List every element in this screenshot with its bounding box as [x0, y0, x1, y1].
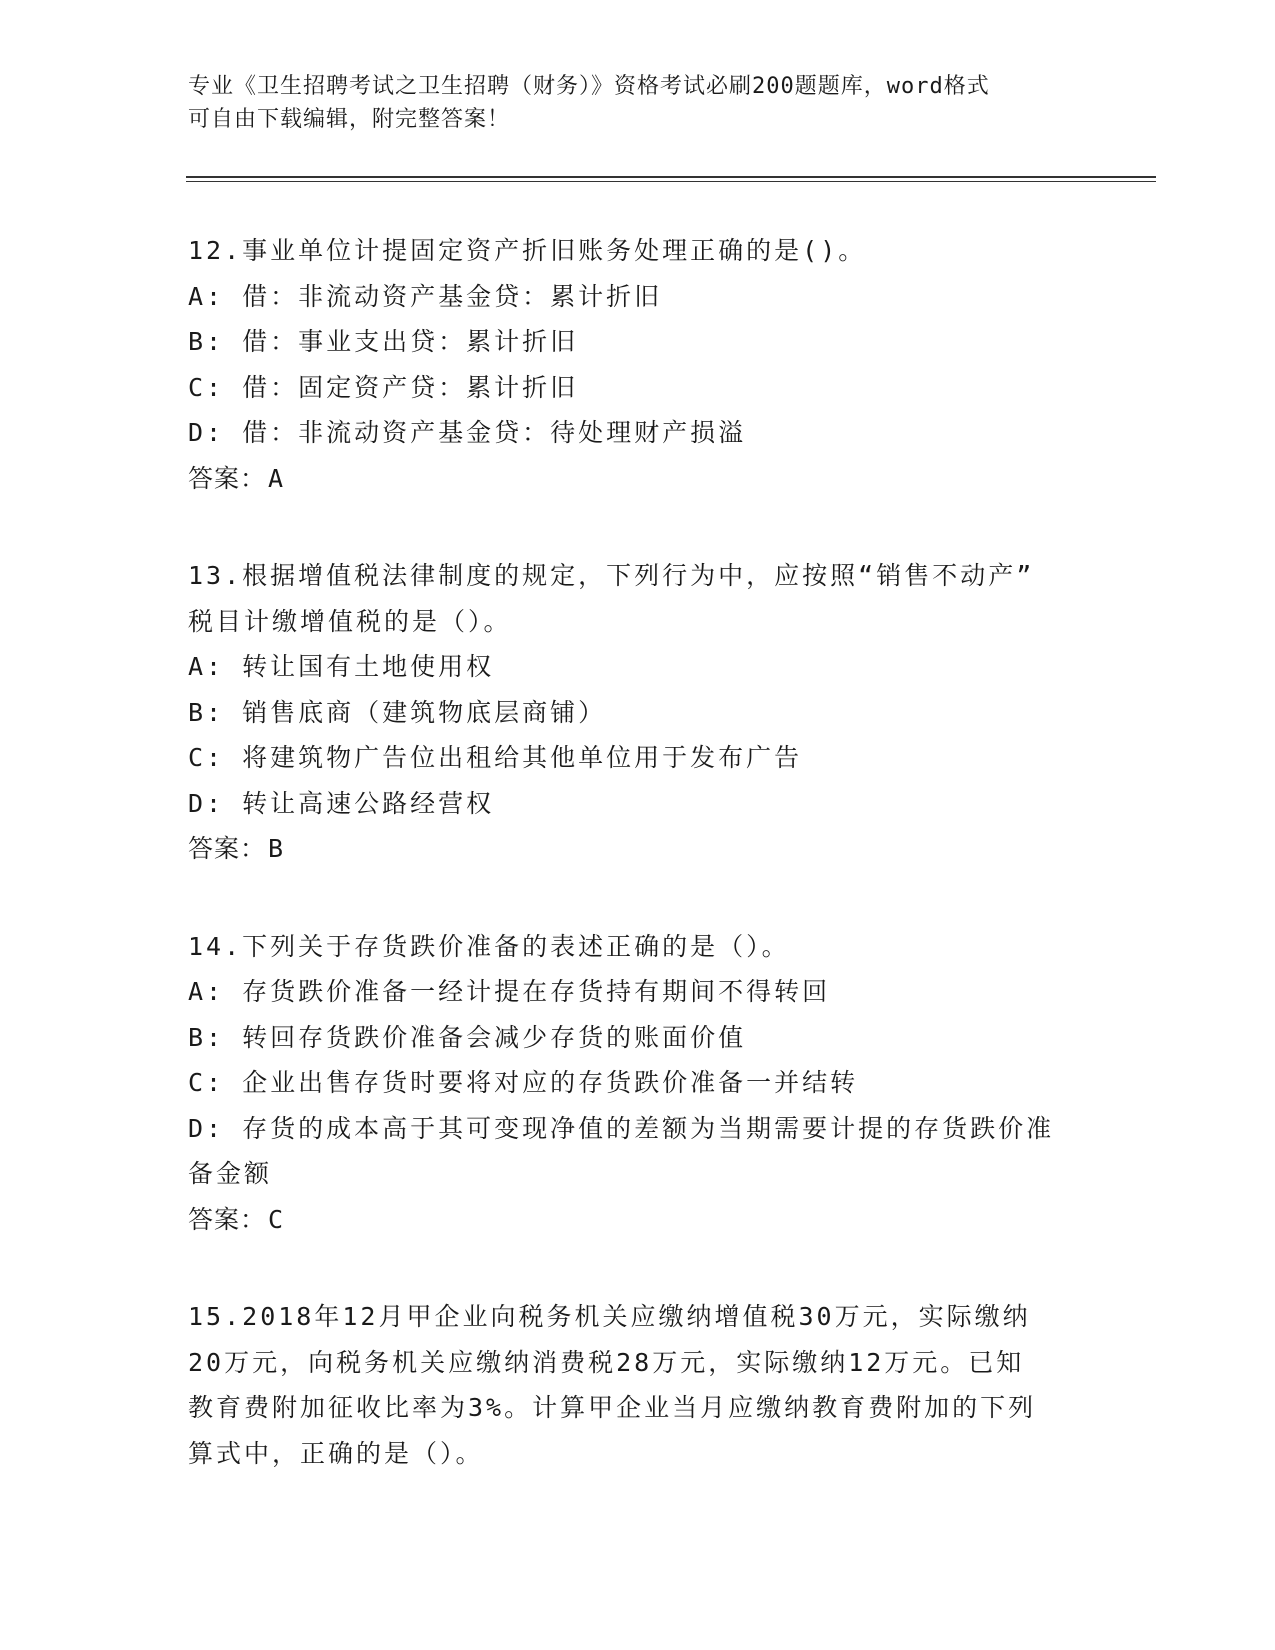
question-stem-continued: 算式中，正确的是（）。	[188, 1438, 484, 1468]
question-14	[188, 924, 1088, 1243]
header-divider-thin	[186, 181, 1156, 182]
option-d: D: 转让高速公路经营权	[188, 788, 495, 818]
answer-value: C	[268, 1204, 285, 1234]
header-line-1: 专业《卫生招聘考试之卫生招聘（财务）》资格考试必刷200题题库，word格式	[188, 74, 990, 99]
option-a: A: 转让国有土地使用权	[188, 652, 495, 681]
option-a: A: 借：非流动资产基金贷：累计折旧	[188, 281, 663, 311]
question-13	[188, 553, 1088, 872]
document-header	[188, 70, 1088, 136]
option-d: D: 借：非流动资产基金贷：待处理财产损溢	[188, 418, 747, 447]
option-d-continued: 备金额	[188, 1159, 273, 1188]
answer-label: 答案：	[188, 463, 267, 493]
question-stem: 13.根据增值税法律制度的规定，下列行为中，应按照“销售不动产”	[188, 561, 1035, 590]
header-line-2: 可自由下载编辑，附完整答案！	[188, 107, 511, 132]
answer-line	[188, 456, 1088, 502]
option-c: C: 借：固定资产贷：累计折旧	[188, 372, 579, 402]
answer-value: B	[268, 834, 285, 863]
option-b: B: 转回存货跌价准备会减少存货的账面价值	[188, 1022, 747, 1052]
question-stem-continued: 20万元，向税务机关应缴纳消费税28万元，实际缴纳12万元。已知	[188, 1347, 1025, 1377]
question-stem: 14.下列关于存货跌价准备的表述正确的是（）。	[188, 931, 790, 961]
question-stem: 12.事业单位计提固定资产折旧账务处理正确的是()。	[188, 236, 867, 265]
answer-label: 答案：	[188, 834, 267, 863]
answer-value: A	[268, 463, 285, 493]
option-d: D: 存货的成本高于其可变现净值的差额为当期需要计提的存货跌价准	[188, 1113, 1055, 1143]
header-divider-thick	[186, 176, 1156, 178]
question-stem: 15.2018年12月甲企业向税务机关应缴纳增值税30万元，实际缴纳	[188, 1302, 1031, 1331]
option-c: C: 将建筑物广告位出租给其他单位用于发布广告	[188, 743, 803, 772]
question-list	[188, 228, 1088, 1528]
option-a: A: 存货跌价准备一经计提在存货持有期间不得转回	[188, 977, 831, 1006]
answer-label: 答案：	[188, 1204, 267, 1234]
answer-line	[188, 1197, 1088, 1243]
option-b: B: 销售底商（建筑物底层商铺）	[188, 697, 607, 727]
option-b: B: 借：事业支出贷：累计折旧	[188, 327, 579, 356]
question-12	[188, 228, 1088, 501]
question-15	[188, 1294, 1088, 1476]
answer-line	[188, 826, 1088, 872]
option-c: C: 企业出售存货时要将对应的存货跌价准备一并结转	[188, 1068, 859, 1097]
question-stem-continued: 教育费附加征收比率为3%。计算甲企业当月应缴纳教育费附加的下列	[188, 1393, 1037, 1422]
question-stem-continued: 税目计缴增值税的是（）。	[188, 606, 512, 636]
